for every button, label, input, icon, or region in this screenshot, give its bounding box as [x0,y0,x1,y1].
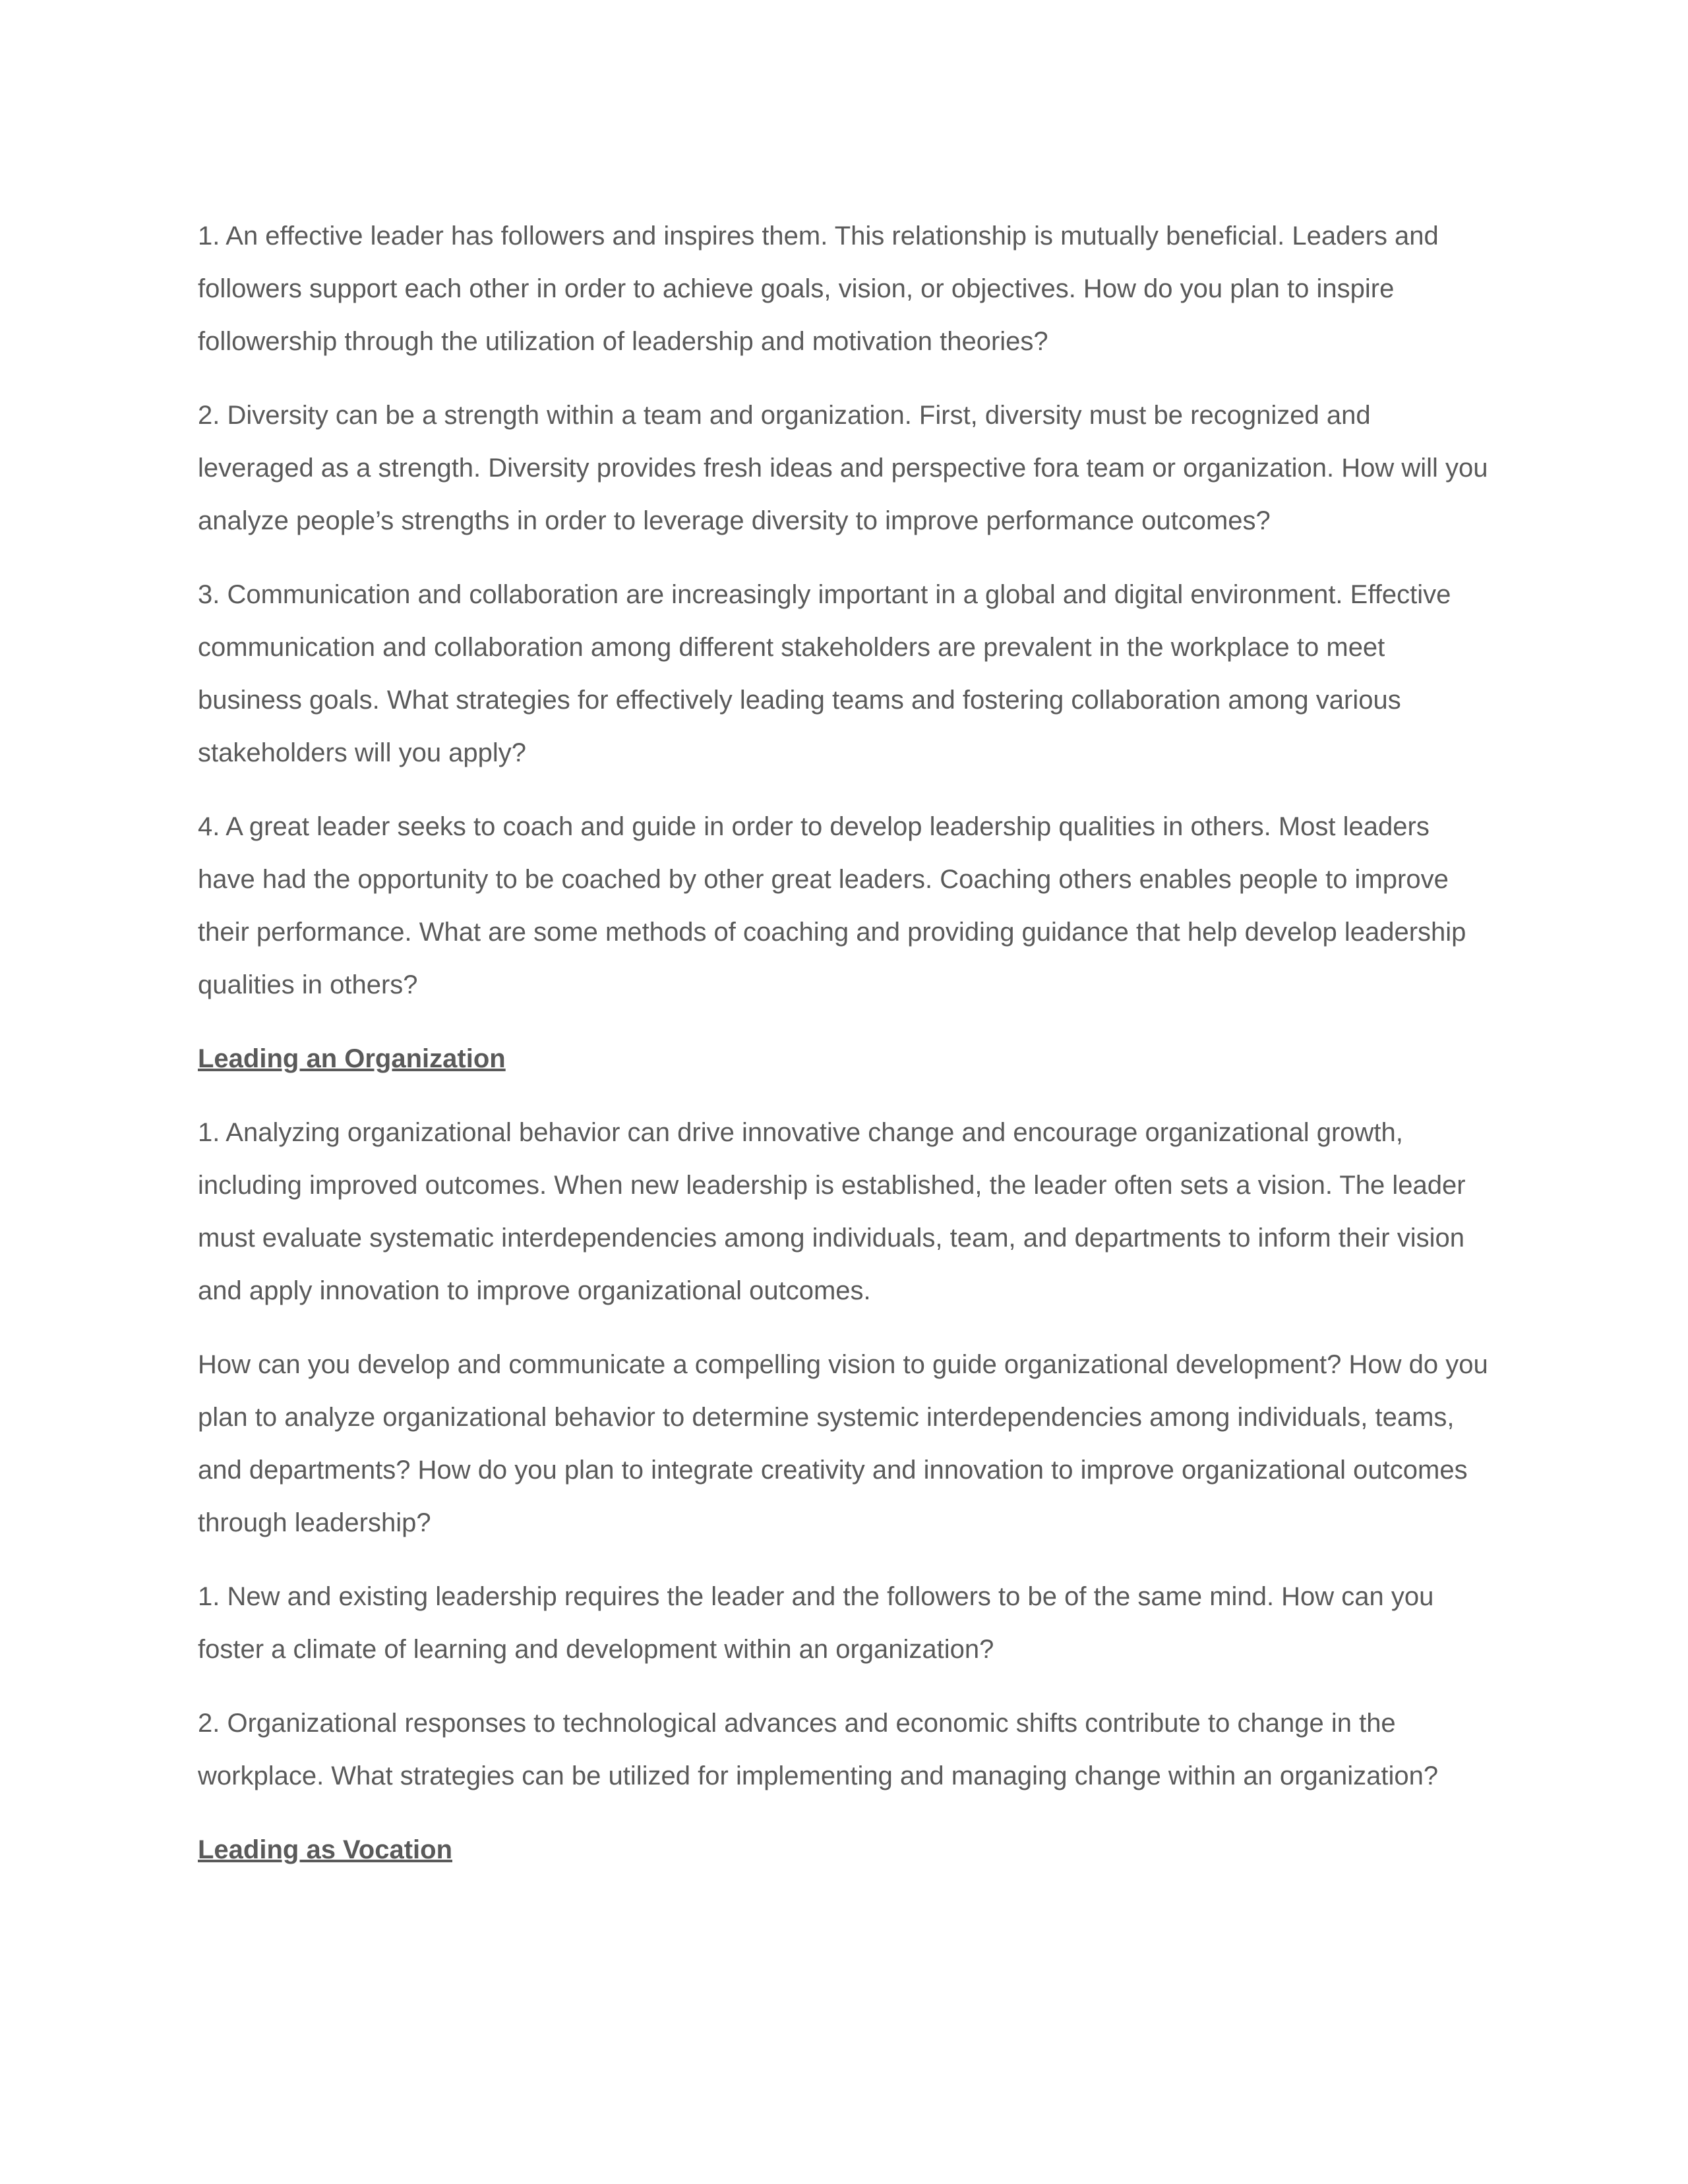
document-page [198,210,1490,1897]
heading-leading-as-vocation: Leading as Vocation [198,1835,452,1864]
organization-paragraph-1: 1. Analyzing organizational behavior can drive innovative change and encourage organizational growth, including improved outcomes. When new leadership is established, the leader often sets a vision. The leader must evaluate systematic interdependencies among individuals, team, and departments to inform their vision and apply innovation to improve organizational outcomes. [198,1118,1466,1305]
intro-paragraph-2: 2. Diversity can be a strength within a team and organization. First, diversity must be recognized and leveraged as a strength. Diversity provides fresh ideas and perspective fora team or organization. How will you analyze people’s strengths in order to leverage diversity to improve performance outcomes? [198,401,1488,535]
organization-paragraph-2: How can you develop and communicate a compelling vision to guide organizational development? How do you plan to analyze organizational behavior to determine systemic interdependencies among individuals, teams, and departments? How do you plan to integrate creativity and innovation to improve organizational outcomes through leadership? [198,1350,1488,1537]
organization-paragraph-3: 1. New and existing leadership requires the leader and the followers to be of the same mind. How can you foster a climate of learning and development within an organization? [198,1582,1434,1664]
intro-paragraph-1: 1. An effective leader has followers and inspires them. This relationship is mutually beneficial. Leaders and followers support each other in order to achieve goals, vision, or objectives. How do you plan to inspire followership through the utilization of leadership and motivation theories? [198,221,1439,356]
organization-paragraph-4: 2. Organizational responses to technological advances and economic shifts contribute to change in the workplace. What strategies can be utilized for implementing and managing change within an organization? [198,1709,1439,1790]
heading-leading-an-organization: Leading an Organization [198,1044,506,1073]
intro-paragraph-4: 4. A great leader seeks to coach and guide in order to develop leadership qualities in others. Most leaders have had the opportunity to be coached by other great leaders. Coaching others enables people to improve their performance. What are some methods of coaching and providing guidance that help develop leadership qualities in others? [198,812,1466,999]
intro-paragraph-3: 3. Communication and collaboration are increasingly important in a global and digital environment. Effective communication and collaboration among different stakeholders are prevalent in the workplace to meet business goals. What strategies for effectively leading teams and fostering collaboration among various stakeholders will you apply? [198,580,1451,767]
